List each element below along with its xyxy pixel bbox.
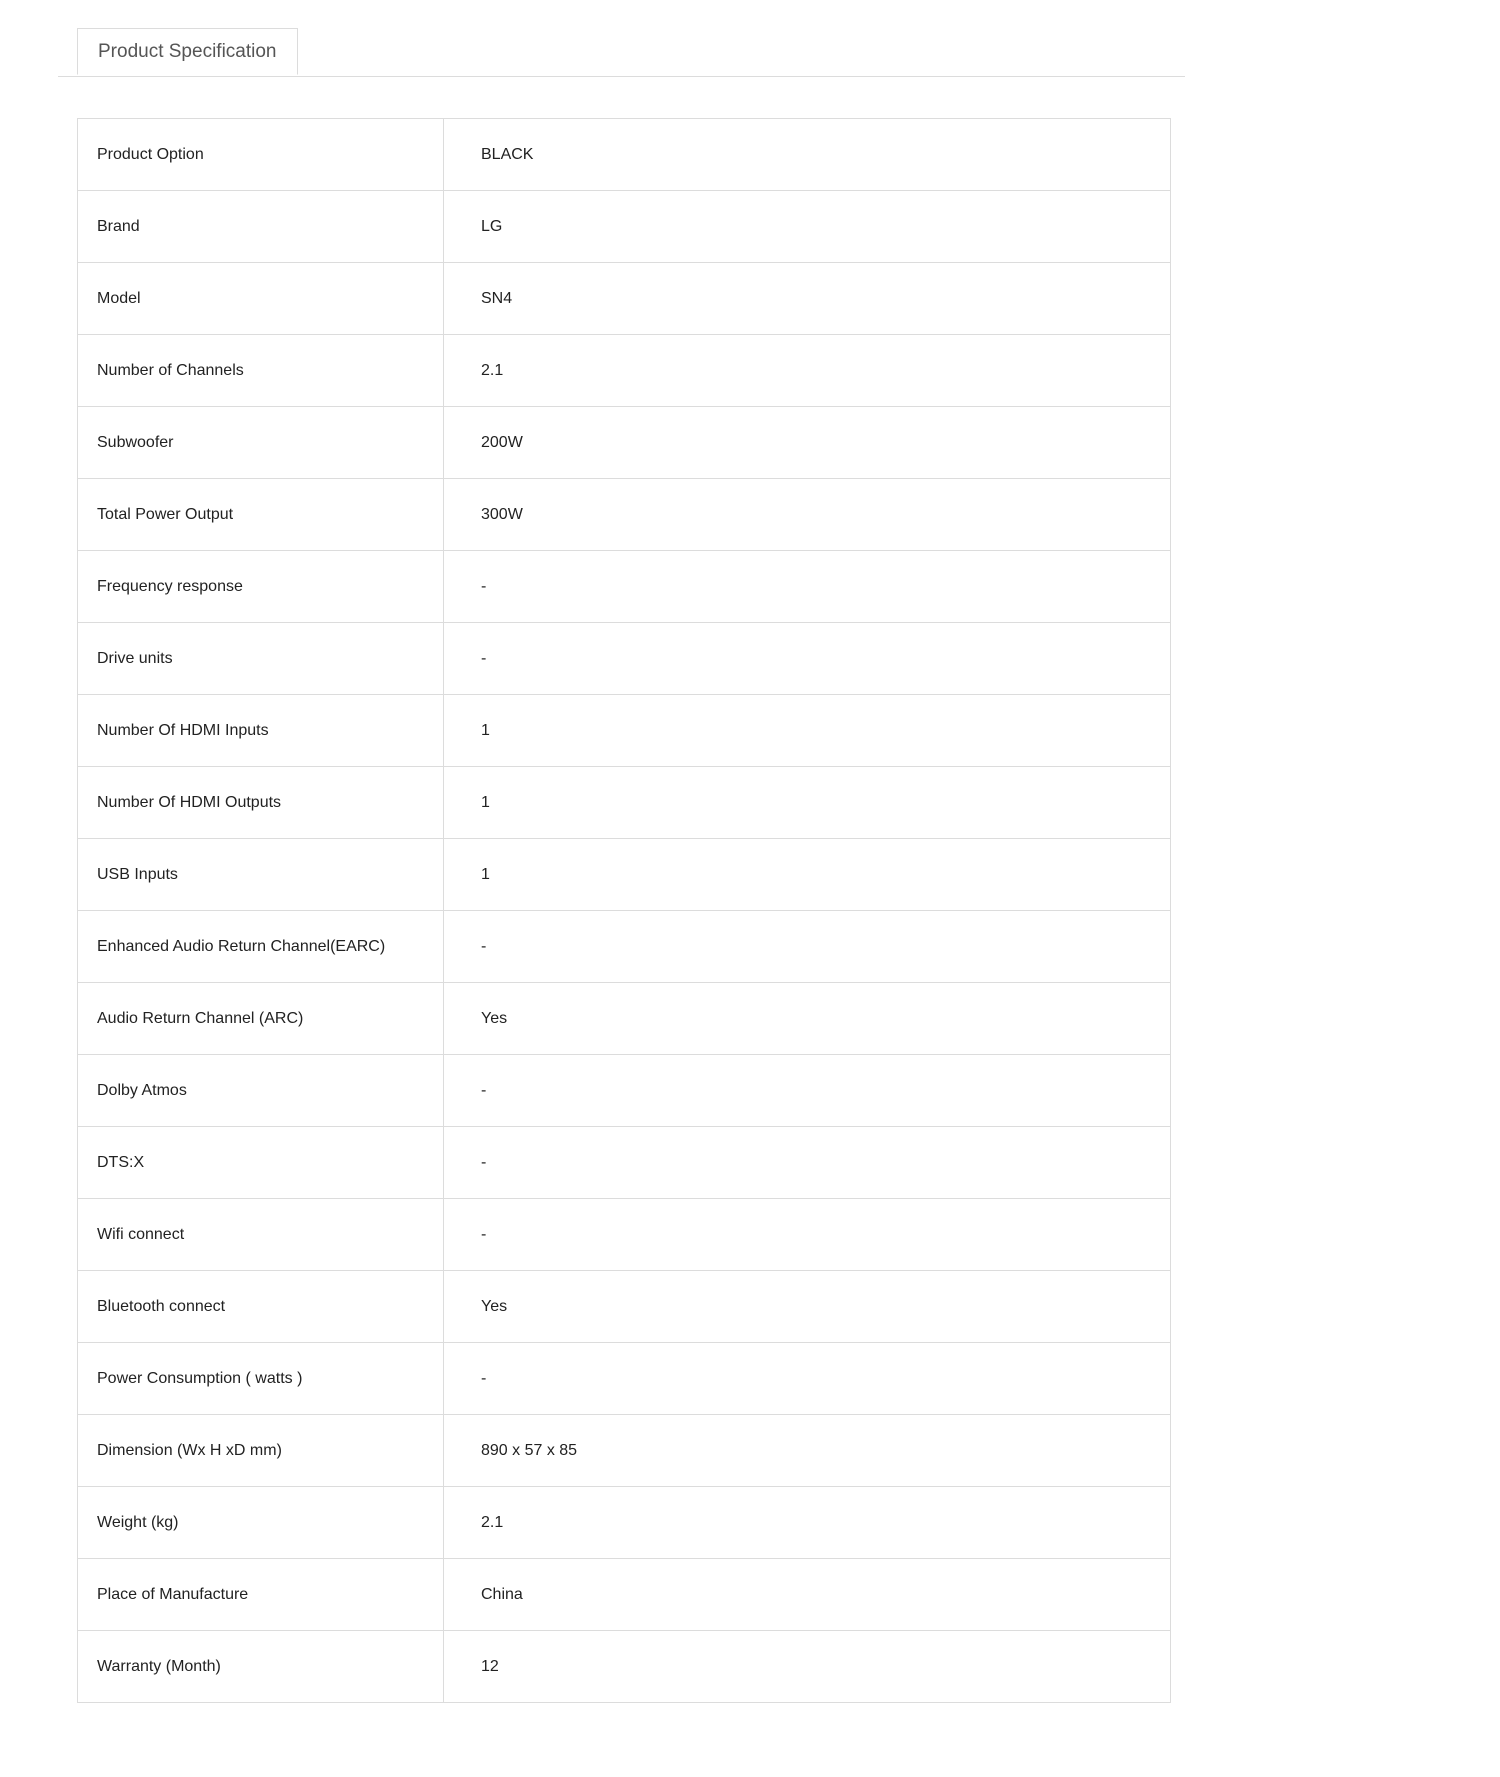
table-row [78, 1055, 1171, 1127]
table-row [78, 983, 1171, 1055]
table-row [78, 839, 1171, 911]
spec-label: Weight (kg) [78, 1487, 444, 1559]
spec-label: Subwoofer [78, 407, 444, 479]
spec-value: - [444, 623, 1171, 695]
spec-value: 2.1 [444, 1487, 1171, 1559]
table-row [78, 1199, 1171, 1271]
spec-label: Dimension (Wx H xD mm) [78, 1415, 444, 1487]
spec-table-body [78, 119, 1171, 1703]
spec-label: Model [78, 263, 444, 335]
spec-value: 12 [444, 1631, 1171, 1703]
spec-value: - [444, 1199, 1171, 1271]
spec-value: - [444, 1343, 1171, 1415]
spec-value: 2.1 [444, 335, 1171, 407]
spec-label: DTS:X [78, 1127, 444, 1199]
spec-label: Bluetooth connect [78, 1271, 444, 1343]
table-row [78, 1559, 1171, 1631]
table-row [78, 263, 1171, 335]
spec-value: SN4 [444, 263, 1171, 335]
table-row [78, 551, 1171, 623]
spec-label: Wifi connect [78, 1199, 444, 1271]
table-row [78, 335, 1171, 407]
spec-value: 890 x 57 x 85 [444, 1415, 1171, 1487]
table-row [78, 1271, 1171, 1343]
table-row [78, 1631, 1171, 1703]
table-row [78, 695, 1171, 767]
spec-label: Frequency response [78, 551, 444, 623]
table-row [78, 191, 1171, 263]
spec-label: Audio Return Channel (ARC) [78, 983, 444, 1055]
spec-label: Place of Manufacture [78, 1559, 444, 1631]
spec-label: Number Of HDMI Inputs [78, 695, 444, 767]
spec-label: Enhanced Audio Return Channel(EARC) [78, 911, 444, 983]
table-row [78, 1487, 1171, 1559]
spec-value: - [444, 551, 1171, 623]
spec-value: Yes [444, 1271, 1171, 1343]
spec-value: China [444, 1559, 1171, 1631]
table-row [78, 767, 1171, 839]
table-row [78, 623, 1171, 695]
spec-value: 1 [444, 839, 1171, 911]
spec-value: 1 [444, 767, 1171, 839]
spec-value: - [444, 1055, 1171, 1127]
spec-label: Number of Channels [78, 335, 444, 407]
table-row [78, 911, 1171, 983]
spec-label: Total Power Output [78, 479, 444, 551]
spec-label: Warranty (Month) [78, 1631, 444, 1703]
tab-bar [58, 28, 1185, 77]
table-row [78, 1415, 1171, 1487]
spec-label: Drive units [78, 623, 444, 695]
table-row [78, 479, 1171, 551]
table-row [78, 1127, 1171, 1199]
table-row [78, 407, 1171, 479]
spec-value: 300W [444, 479, 1171, 551]
spec-label: Product Option [78, 119, 444, 191]
spec-label: Dolby Atmos [78, 1055, 444, 1127]
spec-value: LG [444, 191, 1171, 263]
tab-product-specification[interactable]: Product Specification [77, 28, 298, 75]
spec-value: Yes [444, 983, 1171, 1055]
table-row [78, 1343, 1171, 1415]
spec-value: - [444, 911, 1171, 983]
spec-label: Brand [78, 191, 444, 263]
spec-value: BLACK [444, 119, 1171, 191]
spec-label: Power Consumption ( watts ) [78, 1343, 444, 1415]
spec-table [77, 118, 1171, 1703]
spec-value: 1 [444, 695, 1171, 767]
table-row [78, 119, 1171, 191]
spec-label: USB Inputs [78, 839, 444, 911]
spec-value: 200W [444, 407, 1171, 479]
spec-label: Number Of HDMI Outputs [78, 767, 444, 839]
spec-value: - [444, 1127, 1171, 1199]
